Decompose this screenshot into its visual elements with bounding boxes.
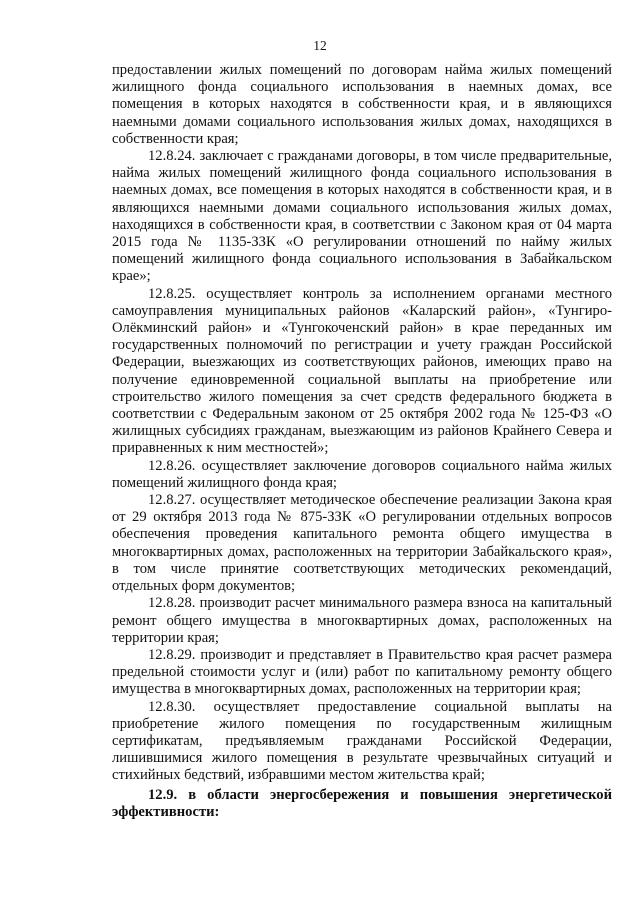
paragraph-12-8-29: 12.8.29. производит и представляет в Правительство края расчет размера предельной стоимости услуг и (или) работ по капитальному ремонту общего имущества в многоквартирных домах, расположенных на территории края;: [112, 646, 612, 698]
paragraph-continuation: предоставлении жилых помещений по договорам найма жилых помещений жилищного фонда социального использования в наемных домах, все помещения в которых находятся в собственности края, и в являющихся наемными домами социального использования жилых домах, находящихся в собственности края;: [112, 62, 612, 147]
paragraph-12-8-28: 12.8.28. производит расчет минимального размера взноса на капитальный ремонт общего имущества в многоквартирных домах, расположенных на территории края;: [112, 595, 612, 646]
section-heading-12-9: 12.9. в области энергосбережения и повышения энергетической эффективности:: [112, 786, 612, 820]
paragraph-12-8-25: 12.8.25. осуществляет контроль за исполнением органами местного самоуправления муниципальных районов «Каларский район», «Тунгиро-Олёкминский район» и «Тунгокоченский район» в крае переданных им государственных полномочий по регистрации и учету граждан Российской Федерации, выезжающих из соответствующих районов, имеющих право на получение единовременной социальной выплаты на приобретение или строительство жилого помещения за счет средств федерального бюджета в соответствии с Федеральным законом от 25 октября 2002 года № 125-ФЗ «О жилищных субсидиях гражданам, выезжающим из районов Крайнего Севера и приравненных к ним местностей»;: [112, 285, 612, 457]
document-body: [112, 62, 612, 821]
paragraph-12-8-24: 12.8.24. заключает с гражданами договоры, в том числе предварительные, найма жилых помещений жилищного фонда социального использования в наемных домах, все помещения в которых находятся в собственности края, и в являющихся наемными домами социального использования жилых домах, находящихся в собственности края, в соответствии с Законом края от 04 марта 2015 года № 1135-ЗЗК «О регулировании отношений по найму жилых помещений жилищного фонда социального использования в Забайкальском крае»;: [112, 148, 612, 285]
paragraph-12-8-26: 12.8.26. осуществляет заключение договоров социального найма жилых помещений жилищного фонда края;: [112, 457, 612, 491]
paragraph-12-8-30: 12.8.30. осуществляет предоставление социальной выплаты на приобретение жилого помещения по государственным жилищным сертификатам, предъявляемым гражданами Российской Федерации, лишившимися жилого помещения в результате чрезвычайных ситуаций и стихийных бедствий, избравшими местом жительства край;: [112, 698, 612, 784]
paragraph-12-8-27: 12.8.27. осуществляет методическое обеспечение реализации Закона края от 29 октября 2013 года № 875-ЗЗК «О регулировании отдельных вопросов обеспечения проведения капитального ремонта общего имущества в многоквартирных домах, расположенных на территории Забайкальского края», в том числе принятие соответствующих методических рекомендаций, отдельных форм документов;: [112, 492, 612, 595]
page-number: 12: [313, 38, 327, 53]
